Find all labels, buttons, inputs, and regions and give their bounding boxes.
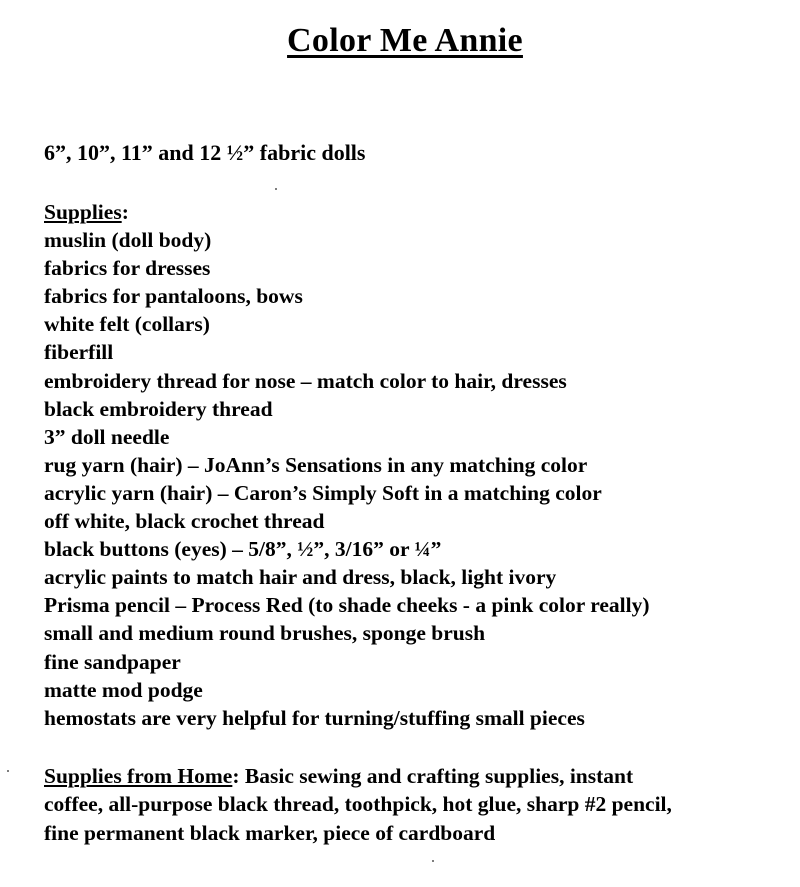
home-line [44,762,672,790]
scan-speck [275,188,277,190]
page-title: Color Me Annie [287,22,523,59]
home-text: Basic sewing and crafting supplies, instant [239,764,634,788]
home-line: fine permanent black marker, piece of cardboard [44,820,496,845]
supply-item: Prisma pencil – Process Red (to shade cheeks - a pink color really) [44,593,650,618]
supply-item: fine sandpaper [44,649,181,674]
home-line: coffee, all-purpose black thread, toothpick, hot glue, sharp #2 pencil, [44,792,672,817]
supply-item: fiberfill [44,340,114,365]
supply-item: matte mod podge [44,677,203,702]
supply-item: black buttons (eyes) – 5/8”, ½”, 3/16” or ¼” [44,537,442,562]
supply-item: small and medium round brushes, sponge brush [44,621,486,646]
doll-sizes-subtitle: 6”, 10”, 11” and 12 ½” fabric dolls [44,140,366,165]
supply-item: hemostats are very helpful for turning/stuffing small pieces [44,705,585,730]
supply-item: acrylic paints to match hair and dress, black, light ivory [44,565,557,590]
supplies-section [44,198,650,732]
supply-item: fabrics for dresses [44,256,211,281]
supply-item: white felt (collars) [44,312,210,337]
scan-speck [432,860,434,862]
supply-item: fabrics for pantaloons, bows [44,284,303,309]
supplies-heading-text: Supplies [44,200,122,224]
supply-item: off white, black crochet thread [44,509,325,534]
supplies-heading [44,198,650,226]
supply-item: muslin (doll body) [44,228,212,253]
supply-item: rug yarn (hair) – JoAnn’s Sensations in any matching color [44,452,588,477]
supply-item: 3” doll needle [44,424,170,449]
supplies-from-home-heading: Supplies from Home [44,764,233,788]
supplies-list [44,226,650,732]
supply-item: black embroidery thread [44,396,273,421]
supplies-from-home-colon: : [232,764,240,788]
supply-item: acrylic yarn (hair) – Caron’s Simply Soft in a matching color [44,480,602,505]
supply-item: embroidery thread for nose – match color to hair, dresses [44,368,567,393]
scan-speck [7,770,9,772]
supplies-heading-colon: : [121,200,129,224]
supplies-from-home-section [44,762,672,847]
